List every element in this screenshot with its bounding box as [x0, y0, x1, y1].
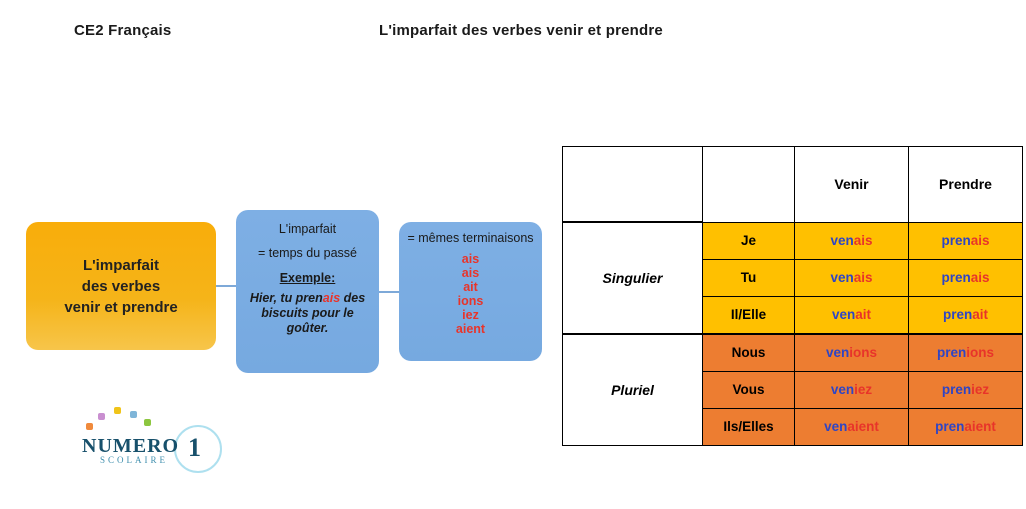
example-label: Exemple:: [279, 271, 336, 285]
endings-list: [399, 252, 542, 336]
venir-cell: venaient: [795, 408, 909, 445]
example-sentence: [244, 291, 371, 336]
pronoun-cell: Nous: [703, 334, 795, 372]
ending-item: ais: [461, 266, 480, 280]
group-label-singulier: Singulier: [563, 222, 703, 334]
flow-title-line-2: des verbes: [81, 277, 161, 295]
definition-term: L'imparfait: [278, 222, 337, 236]
table-row: [563, 222, 1023, 259]
prendre-cell: preniez: [909, 371, 1023, 408]
prendre-cell: prenions: [909, 334, 1023, 372]
prendre-cell: prenais: [909, 259, 1023, 296]
pronoun-cell: Vous: [703, 371, 795, 408]
ending-item: ions: [457, 294, 484, 308]
prendre-cell: prenait: [909, 296, 1023, 334]
logo-number: 1: [188, 433, 201, 462]
brand-logo: [78, 405, 218, 475]
ending-item: aient: [455, 322, 486, 336]
page-subject-header: CE2 Français: [74, 22, 172, 39]
ending-item: iez: [462, 308, 479, 322]
flow-title-box: [26, 222, 216, 350]
definition-text: = temps du passé: [257, 246, 358, 260]
pronoun-cell: Il/Elle: [703, 296, 795, 334]
prendre-cell: prenais: [909, 222, 1023, 259]
conjugation-table: [562, 146, 1023, 446]
example-sentence-pre: Hier, tu pren: [249, 291, 323, 305]
header-cell-blank-1: [563, 147, 703, 223]
table-header-row: [563, 147, 1023, 223]
logo-dot-icon: [86, 423, 93, 430]
pronoun-cell: Tu: [703, 259, 795, 296]
logo-dot-icon: [114, 407, 121, 414]
connector-line-1: [216, 285, 237, 287]
venir-cell: venais: [795, 222, 909, 259]
venir-cell: venait: [795, 296, 909, 334]
endings-caption: = mêmes terminaisons: [407, 231, 534, 245]
flow-definition-box: [236, 210, 379, 373]
logo-dot-icon: [144, 419, 151, 426]
ending-item: ait: [463, 280, 478, 294]
example-sentence-highlight: ais: [322, 291, 341, 305]
prendre-cell: prenaient: [909, 408, 1023, 445]
venir-cell: venais: [795, 259, 909, 296]
header-cell-blank-2: [703, 147, 795, 223]
example-sentence-post: des biscuits pour le goûter.: [261, 291, 366, 335]
logo-wordmark: NUMERO: [82, 435, 180, 457]
header-cell-venir: Venir: [795, 147, 909, 223]
venir-cell: veniez: [795, 371, 909, 408]
header-cell-prendre: Prendre: [909, 147, 1023, 223]
connector-line-2: [379, 291, 400, 293]
flow-endings-box: [399, 222, 542, 361]
pronoun-cell: Ils/Elles: [703, 408, 795, 445]
flow-title-line-1: L'imparfait: [82, 256, 160, 274]
flow-title-line-3: venir et prendre: [64, 298, 178, 316]
group-label-pluriel: Pluriel: [563, 334, 703, 446]
logo-dot-icon: [98, 413, 105, 420]
pronoun-cell: Je: [703, 222, 795, 259]
ending-item: ais: [461, 252, 480, 266]
table-row: [563, 334, 1023, 372]
page-title: L'imparfait des verbes venir et prendre: [379, 22, 663, 39]
venir-cell: venions: [795, 334, 909, 372]
logo-dot-icon: [130, 411, 137, 418]
logo-tagline: SCOLAIRE: [100, 455, 169, 465]
